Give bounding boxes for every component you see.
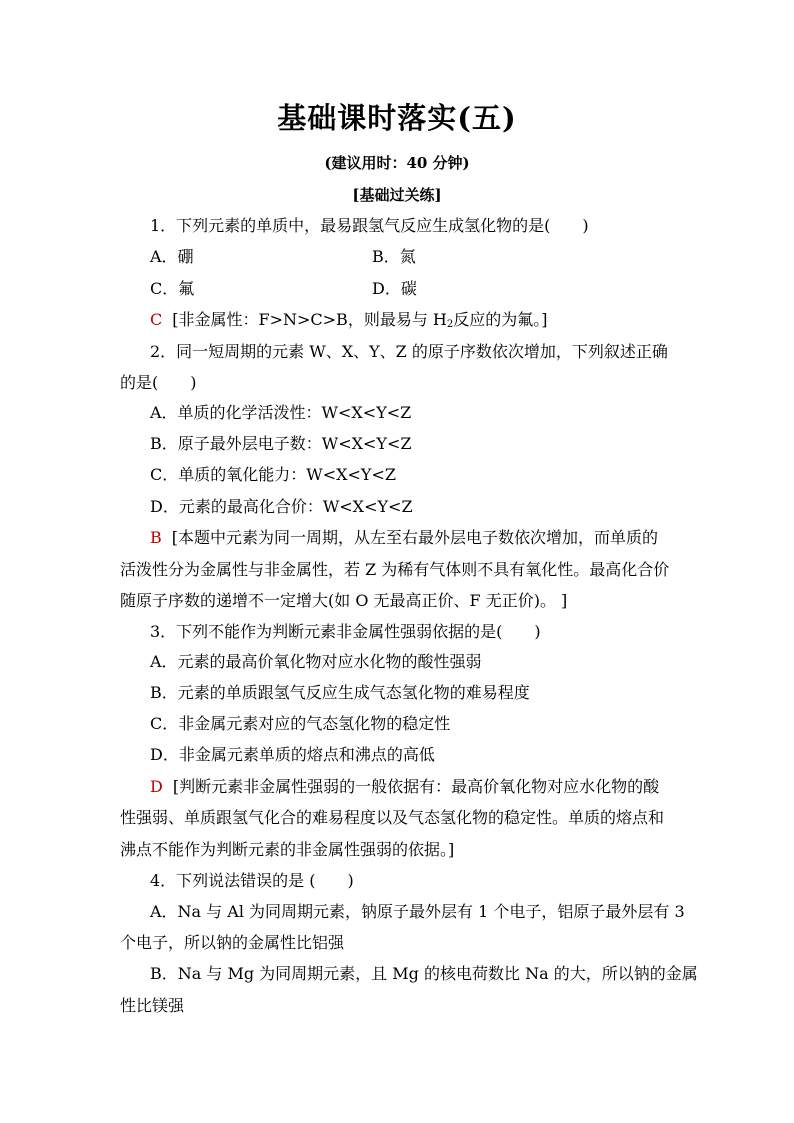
q3-explanation-line2: 性强弱、单质跟氢气化合的难易程度以及气态氢化物的稳定性。单质的熔点和 xyxy=(120,808,665,827)
q2-explanation-line1: B [本题中元素为同一周期，从左至右最外层电子数依次增加，而单质的 xyxy=(150,528,659,547)
q1-answer: C xyxy=(150,310,163,329)
page-title: 基础课时落实(五) xyxy=(277,101,517,135)
q4-option-b-line2: 性比镁强 xyxy=(120,996,185,1015)
q1-option-c: C．氟 xyxy=(150,279,195,298)
q2-answer: B xyxy=(150,528,162,547)
q1-option-a: A．硼 xyxy=(150,247,194,266)
q3-option-a: A．元素的最高价氧化物对应水化物的酸性强弱 xyxy=(150,652,482,671)
q3-option-c: C．非金属元素对应的气态氢化物的稳定性 xyxy=(150,714,451,733)
q1-stem: 1．下列元素的单质中，最易跟氢气反应生成氢化物的是( ) xyxy=(150,216,589,235)
suggested-time: (建议用时：40 分钟) xyxy=(324,154,470,172)
q2-stem-line1: 2．同一短周期的元素 W、X、Y、Z 的原子序数依次增加，下列叙述正确 xyxy=(150,342,668,361)
q2-explanation-line3: 随原子序数的递增不一定增大(如 O 无最高正价、F 无正价)。 ] xyxy=(120,591,568,610)
q2-option-a: A．单质的化学活泼性：W<X<Y<Z xyxy=(150,403,412,422)
q4-option-b-line1: B．Na 与 Mg 为同周期元素，且 Mg 的核电荷数比 Na 的大，所以钠的金属 xyxy=(150,964,698,983)
q3-option-d: D．非金属元素单质的熔点和沸点的高低 xyxy=(150,745,435,764)
q3-answer: D xyxy=(150,777,163,796)
q3-stem: 3．下列不能作为判断元素非金属性强弱依据的是( ) xyxy=(150,622,541,641)
q1-explanation: C [非金属性：F>N>C>B，则最易与 $H_2$反应的为氟。] xyxy=(150,310,548,330)
q3-explanation-line3: 沸点不能作为判断元素的非金属性强弱的依据。] xyxy=(120,840,455,859)
q2-explanation-line2: 活泼性分为金属性与非金属性，若 Z 为稀有气体则不具有氧化性。最高化合价 xyxy=(120,560,670,579)
q4-option-a-line1: A．Na 与 Al 为同周期元素，钠原子最外层有 1 个电子，铝原子最外层有 3 xyxy=(150,902,685,921)
q1-option-b: B．氮 xyxy=(372,247,416,266)
q3-explanation-line1: D [判断元素非金属性强弱的一般依据有：最高价氧化物对应水化物的酸 xyxy=(150,777,660,796)
q2-option-d: D．元素的最高化合价：W<X<Y<Z xyxy=(150,497,413,516)
q2-stem-line2: 的是( ) xyxy=(120,373,197,392)
q2-option-b: B．原子最外层电子数：W<X<Y<Z xyxy=(150,434,412,453)
q4-option-a-line2: 个电子，所以钠的金属性比铝强 xyxy=(120,933,345,952)
q4-stem: 4．下列说法错误的是 ( ) xyxy=(150,871,354,890)
q1-option-d: D．碳 xyxy=(372,279,417,298)
q2-option-c: C．单质的氧化能力：W<X<Y<Z xyxy=(150,465,396,484)
section-heading: [基础过关练] xyxy=(352,186,442,204)
q3-option-b: B．元素的单质跟氢气反应生成气态氢化物的难易程度 xyxy=(150,683,530,702)
